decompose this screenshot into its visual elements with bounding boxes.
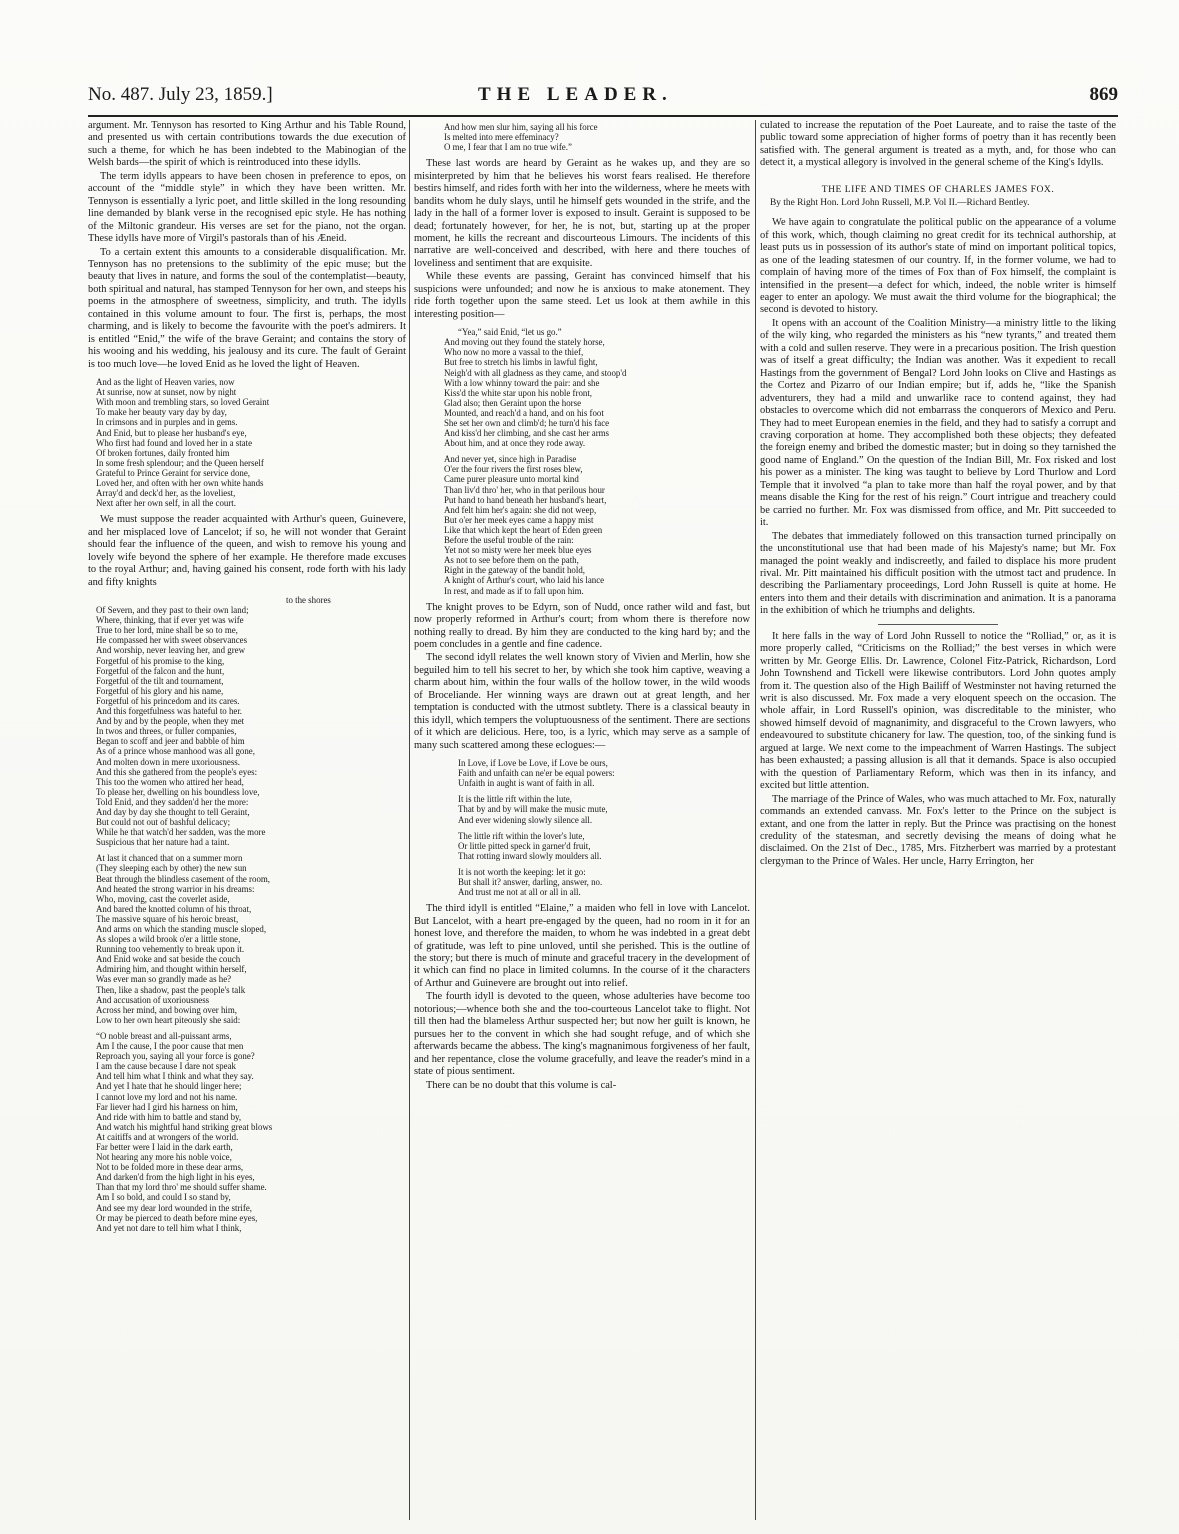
paragraph: We must suppose the reader acquainted with Arthur's queen, Guinevere, and her misplaced love of Lancelot; if so, he will not wonder that Geraint should fear the influence of the queen, and wish to remove his young and lovely wife beyond the sphere of her example. He therefore made excuses to the royal Arthur; and, having gained his consent, rode forth with his lady and fifty knights: [88, 514, 406, 588]
verse-line: Like that which kept the heart of Eden green: [444, 524, 603, 535]
verse-line: Of broken fortunes, daily fronted him: [96, 447, 230, 458]
verse-line: Told Enid, and they sadden'd her the more:: [96, 796, 249, 807]
verse-line: With moon and trembling stars, so loved Geraint: [96, 397, 270, 408]
paragraph: To a certain extent this amounts to a considerable disqualification. Mr. Tennyson has no pretensions to the sublimity of the epic muse; but the beauty that lives in nature, and forms the soul of the contemplatist—beauty, both spiritual and natural, has stamped Tennyson for her own, and steeps his poems in the atmosphere of sweetness, simplicity, and truth. The idylls contained in this volume amount to four. The first is, perhaps, the most charming, and is likely to become the favourite with the poet's admirers. It is entitled “Enid,” the wife of the brave Geraint; and contains the story of his wooing and his wedding, his jealousy and its cure. The fault of Geraint is too much love—he loved Enid as he loved the light of Heaven.: [88, 246, 406, 370]
paragraph: The third idyll is entitled “Elaine,” a maiden who fell in love with Lancelot. But Lancelot, with a heart pre-engaged by the queen, had no room in it for an honest love, and therefore the maiden, to whom he was indebted in a great debt of gratitude, was left to pine unloved, until she perished. This is the outline of the story; but there is much of minute and graceful tracery in the development of it which can find no place in limited columns. In the course of it the characters of Arthur and Guinevere are brought out into relief.: [414, 903, 750, 989]
verse-line: And heated the strong warrior in his dreams:: [96, 883, 255, 894]
verse-line: Of Severn, and they past to their own land;: [96, 605, 249, 616]
verse-quotation: [88, 853, 406, 1025]
article-title: THE LIFE AND TIMES OF CHARLES JAMES FOX.: [821, 183, 1055, 195]
verse-line: She set her own and climb'd; he turn'd his face: [444, 418, 610, 429]
verse-line: Put hand to hand beneath her husband's heart,: [444, 494, 607, 505]
verse-line: To please her, dwelling on his boundless love,: [96, 786, 260, 797]
verse-line: In some fresh splendour; and the Queen herself: [96, 457, 264, 468]
verse-line: Am I the cause, I the poor cause that men: [96, 1041, 244, 1052]
verse-line: At caitiffs and at wrongers of the world.: [96, 1131, 239, 1142]
newspaper-title: THE LEADER.: [478, 84, 673, 105]
verse-line: And tell him what I think and what they say.: [96, 1071, 254, 1082]
verse-line: Glad also; then Geraint upon the horse: [444, 397, 582, 408]
verse-line: And see my dear lord wounded in the strife,: [96, 1202, 253, 1213]
verse-line: Reproach you, saying all your force is gone?: [96, 1051, 255, 1062]
paragraph: argument. Mr. Tennyson has resorted to King Arthur and his Table Round, and presented us with certain contributions towards the due execution of such a theme, for which he has been indebted to the Mabinogian of the Welsh bards—the spirit of which is reintroduced into these idylls.: [88, 120, 406, 169]
verse-line: And darken'd from the high light in his eyes,: [96, 1172, 255, 1183]
paragraph: The second idyll relates the well known story of Vivien and Merlin, how she beguiled him to tell his secret to her, by which she took him captive, weaving a charm about him, within the four walls of the hollow tower, in the wild woods of Broceliande. Her winning ways are drawn out at great length, and her temptation is conducted with the utmost subtlety. There is a classical beauty in this idyll, which tempers the voluptuousness of the sentiment. There are sections of it which are delicious. Here, too, is a lyric, which may serve as a sample of many such scattered among these eclogues:—: [414, 652, 750, 751]
verse-line: The massive square of his heroic breast,: [96, 913, 239, 924]
verse-line: This too the women who attired her head,: [96, 776, 244, 787]
verse-line: And as the light of Heaven varies, now: [96, 377, 235, 388]
masthead-rule: [88, 115, 1118, 117]
verse-line: Came purer pleasure unto mortal kind: [444, 474, 579, 485]
verse-line: And this forgetfulness was hateful to her.: [96, 706, 242, 717]
verse-line: Yet not so misty were her meek blue eyes: [444, 545, 592, 556]
verse-line: And yet I hate that he should linger here;: [96, 1081, 242, 1092]
verse-line: Forgetful of the falcon and the hunt,: [96, 665, 225, 676]
paragraph: We have again to congratulate the political public on the appearance of a volume of this work, which, though claiming no great credit for its technical authorship, at least puts us in possession of its author's state of mind on important political topics, as one of the leading statesmen of our country. If, in the former volume, we had to complain of having more of the times of Fox than of Fox himself, the complaint is intensified in the present—a defect for which, indeed, the noble writer is himself eager to enter an apology. We must await the third volume for the biographical; the second is devoted to history.: [760, 217, 1116, 316]
verse-line: Not to be folded more in these dear arms,: [96, 1162, 244, 1173]
verse-line: As slopes a wild brook o'er a little stone,: [96, 934, 241, 945]
verse-line: Forgetful of the tilt and tournament,: [96, 675, 224, 686]
verse-line: But could not out of bashful delicacy;: [96, 817, 231, 828]
verse-line: That by and by will make the music mute,: [458, 804, 608, 815]
verse-line: Who, moving, cast the coverlet aside,: [96, 893, 230, 904]
verse-line: Am I so bold, and could I so stand by,: [96, 1192, 231, 1203]
verse-line: And trust me not at all or all in all.: [458, 887, 581, 898]
verse-line: And Enid, but to please her husband's eye,: [96, 427, 247, 438]
verse-line: That rotting inward slowly moulders all.: [458, 850, 602, 861]
verse-line: And moving out they found the stately horse,: [444, 337, 605, 348]
paragraph: There can be no doubt that this volume is cal-: [426, 1079, 617, 1091]
verse-line: Then, like a shadow, past the people's talk: [96, 984, 246, 995]
verse-line: (They sleeping each by other) the new sun: [96, 863, 247, 874]
verse-line: A knight of Arthur's court, who laid his lance: [444, 575, 605, 586]
verse-line: And bared the knotted column of his throat,: [96, 903, 252, 914]
verse-line: But shall it? answer, darling, answer, no.: [458, 876, 603, 887]
verse-line: And kiss'd her climbing, and she cast her arms: [444, 428, 610, 439]
verse-line: “Yea,” said Enid, “let us go.”: [458, 327, 562, 338]
verse-line: The little rift within the lover's lute,: [458, 830, 585, 841]
verse-quotation: [88, 595, 406, 847]
paragraph: culated to increase the reputation of the Poet Laureate, and to raise the taste of the public toward some appreciation of higher forms of poetry than it has recently been satisfied with. The general argument is treated as a myth, and, for those who can detect it, a mystical allegory is involved in the general scheme of the King's Idylls.: [760, 120, 1116, 169]
verse-line: Mounted, and reach'd a hand, and on his foot: [444, 407, 604, 418]
verse-line: And molten down in mere uxoriousness.: [96, 756, 240, 767]
verse-line: It is the little rift within the lute,: [458, 794, 572, 805]
verse-line: Next after her own self, in all the court.: [96, 498, 236, 509]
verse-line: And ever widening slowly silence all.: [458, 814, 593, 825]
verse-line: It is not worth the keeping: let it go:: [458, 866, 586, 877]
column-1: [88, 120, 406, 1520]
paragraph: The marriage of the Prince of Wales, who was much attached to Mr. Fox, naturally commands an extended canvass. Mr. Fox's letter to the Prince on the subject is extant, and one from the latter in reply. But the Prince was practising on the honest credulity of the statesman, and secretly devising the means of doing what he disclaimed. On the 21st of Dec., 1785, Mrs. Fitzherbert was married by a protestant clergyman to the Prince of Wales. Her uncle, Harry Errington, her: [760, 793, 1116, 867]
verse-line: And never yet, since high in Paradise: [444, 454, 577, 465]
column-rule: [755, 120, 756, 1520]
verse-quotation: [414, 122, 750, 152]
verse-line: Kiss'd the white star upon his noble front,: [444, 387, 593, 398]
verse-line: Loved her, and often with her own white hands: [96, 478, 264, 488]
verse-line: “O noble breast and all-puissant arms,: [96, 1030, 232, 1041]
verse-line: And day by day she thought to tell Geraint,: [96, 806, 250, 817]
verse-line: Not hearing any more his noble voice,: [96, 1152, 232, 1163]
verse-line: And yet not dare to tell him what I think,: [96, 1222, 242, 1233]
verse-line: Than that my lord thro' me should suffer shame.: [96, 1182, 267, 1193]
verse-line: And Enid woke and sat beside the couch: [96, 954, 241, 965]
verse-line: To make her beauty vary day by day,: [96, 407, 227, 418]
verse-line: And this she gathered from the people's eyes:: [96, 766, 258, 777]
verse-lines: [96, 605, 406, 847]
verse-line: Far liever had I gird his harness on him,: [96, 1101, 238, 1112]
verse-line: Admiring him, and thought within herself,: [96, 964, 247, 975]
verse-line: Is melted into mere effeminacy?: [444, 132, 559, 143]
verse-line: Suspicious that her nature had a taint.: [96, 837, 230, 848]
verse-line: Neigh'd with all gladness as they came, and stoop'd: [444, 367, 627, 378]
verse-line: Was ever man so grandly made as he?: [96, 974, 232, 985]
verse-line: In Love, if Love be Love, if Love be ours,: [458, 758, 608, 769]
verse-line: Forgetful of his promise to the king,: [96, 655, 225, 666]
verse-quotation: [88, 1031, 406, 1233]
verse-quotation: [414, 327, 750, 448]
verse-line: Than liv'd thro' her, who in that perilous hour: [444, 484, 605, 495]
verse-line: At last it chanced that on a summer morn: [96, 853, 243, 864]
verse-line: O'er the four rivers the first roses blew,: [444, 464, 583, 475]
verse-line: Faith and unfaith can ne'er be equal powers:: [458, 768, 615, 779]
issue-date: No. 487. July 23, 1859.]: [88, 84, 273, 105]
verse-line: Grateful to Prince Geraint for service done,: [96, 467, 251, 478]
verse-quotation: [414, 831, 750, 861]
verse-line: Right in the gateway of the bandit hold,: [444, 565, 585, 576]
verse-line: About him, and at once they rode away.: [444, 438, 586, 449]
paragraph: The term idylls appears to have been chosen in preference to epos, on account of the “middle style” in which they have been written. Mr. Tennyson is essentially a lyric poet, and little skilled in the long resounding line demanded by blank verse in the recognised epic style. He has nothing of the Miltonic grandeur. His verses are set for the piano, not the organ. These idylls have more of Virgil's pastorals than of his Æneid.: [88, 170, 406, 245]
verse-line: Low to her own heart piteously she said:: [96, 1014, 241, 1025]
verse-line: I cannot love my lord and not his name.: [96, 1091, 238, 1102]
verse-line: True to her lord, mine shall be so to me,: [96, 625, 238, 636]
verse-quotation: [414, 758, 750, 788]
verse-line: Running too vehemently to break upon it.: [96, 944, 245, 955]
verse-line: And how men slur him, saying all his force: [444, 122, 598, 132]
verse-line: O me, I fear that I am no true wife.”: [444, 142, 572, 153]
verse-line: Beat through the blindless casement of the room,: [96, 873, 271, 884]
verse-line: Before the useful trouble of the rain:: [444, 535, 574, 546]
verse-line: I am the cause because I dare not speak: [96, 1061, 236, 1072]
verse-line: As of a prince whose manhood was all gone,: [96, 746, 255, 757]
verse-line: With a low whinny toward the pair: and she: [444, 377, 600, 388]
verse-quotation: [88, 377, 406, 508]
paragraph: It opens with an account of the Coalition Ministry—a ministry little to the liking of the wily king, who regarded the ministers as his “new tyrants,” and treated them with a cold and sullen reserve. They were in a precarious position. The Irish question was of itself a great difficulty; the Indian was another. Was it expedient to recall Hastings from the government of Bengal? Lord John looks on Clive and Hastings as the Cortez and Pizarro of our Indian empire; but if, adds he, “like the Spanish adventurers, they had a mild and unwarlike race to contend against, they had obstacles to overcome which did not embarrass the conquerors of Mexico and Peru. They had to meet European enemies in the field, and they had to satisfy a corrupt and craving corporation at home. They accomplished both these objects; they defeated the foreign enemy and bribed the domestic master; but in doing so they tarnished the good name of England.” On the question of the Indian Bill, Mr. Fox risked and lost his power as a minister. The king was taught to believe by Lord Thurlow and Lord Temple that it involved “a plan to take more than half the royal power, and by that means disable the King for the rest of his reign.” Court intrigue and treachery could be carried no further. Mr. Fox was dismissed from office, and Mr. Pitt succeeded to it.: [760, 317, 1116, 529]
column-2: [414, 120, 750, 1520]
verse-line: And watch his mightful hand striking great blows: [96, 1121, 273, 1132]
verse-quotation: [414, 454, 750, 595]
verse-quotation: [414, 867, 750, 897]
verse-line: In rest, and made as if to fall upon him.: [444, 585, 584, 596]
page-number: 869: [1089, 84, 1118, 105]
verse-line: Who first had found and loved her in a state: [96, 437, 253, 448]
paragraph: The knight proves to be Edyrn, son of Nudd, once rather wild and fast, but now properly reformed in Arthur's court; from whom there is therefore now nothing really to dread. By him they are conducted to the king hard by; and the poem concludes in a gentle and fine cadence.: [414, 601, 750, 650]
verse-line: At sunrise, now at sunset, now by night: [96, 387, 237, 398]
verse-line: But free to stretch his limbs in lawful fight,: [444, 357, 598, 368]
verse-line: And by and by the people, when they met: [96, 716, 245, 727]
verse-line: In twos and threes, or fuller companies,: [96, 726, 237, 737]
verse-line: Unfaith in aught is want of faith in all.: [458, 778, 595, 789]
verse-line: to the shores: [286, 595, 331, 605]
masthead: [88, 84, 1118, 114]
verse-line: Array'd and deck'd her, as the loveliest,: [96, 488, 236, 499]
verse-line: Forgetful of his princedom and its cares.: [96, 695, 240, 706]
verse-line: Where, thinking, that if ever yet was wife: [96, 615, 244, 626]
verse-line: Began to scoff and jeer and babble of him: [96, 736, 245, 747]
verse-line: In crimsons and in purples and in gems.: [96, 417, 238, 428]
section-rule: [878, 624, 998, 625]
paragraph: While these events are passing, Geraint has convinced himself that his suspicions were unfounded; and now he is anxious to make atonement. They ride forth together upon the same steed. Let us look at them awhile in this interesting position—: [414, 271, 750, 320]
verse-line: And ride with him to battle and stand by,: [96, 1111, 242, 1122]
verse-quotation: [414, 794, 750, 824]
paragraph: The debates that immediately followed on this transaction turned principally on the unconstitutional use that had been made of his Majesty's name; but Mr. Fox managed the point weakly and indiscreetly, and failed to displace his more prudent rival. Mr. Pitt maintained his difficult position with the utmost tact and prudence. In describing the Parliamentary proceedings, Lord John Russell is quite at home. He enters into them and their details with discrimination and animation. It is a panorama in the exhibition of which he triumphs and delights.: [760, 530, 1116, 617]
verse-line: He compassed her with sweet observances: [96, 635, 248, 646]
verse-line: Who now no more a vassal to the thief,: [444, 347, 584, 358]
paragraph: It here falls in the way of Lord John Russell to notice the “Rolliad,” or, as it is more properly called, “Criticisms on the Rolliad;” the best verses in which were written by Mr. George Ellis. Dr. Lawrence, Colonel Fitz-Patrick, Richardson, Lord John Townshend and Tickell were likewise contributors. Lord John quotes amply from it. The question also of the High Bailiff of Westminster not having returned the writ is also discussed. Mr. Fox made a very eloquent speech on the occasion. The whole affair, in Lord Russell's opinion, was discreditable to the minister, who showed himself devoid of magnanimity, and disgraceful to the Crown lawyers, who endeavoured to substitute chicanery for law. The question, too, of the sinking fund is argued at large. We next come to the impeachment of Warren Hastings. The subject has been exhausted; a passing allusion is all that it demands. Space is also occupied with the question of Parliamentary Reform, which was then in its infancy, and excited but little attention.: [760, 630, 1116, 792]
verse-line: Or may be pierced to death before mine eyes,: [96, 1212, 258, 1223]
verse-line: Far better were I laid in the dark earth,: [96, 1141, 233, 1152]
verse-line: Or little pitted speck in garner'd fruit,: [458, 840, 591, 851]
verse-line: And felt him her's again: she did not weep,: [444, 504, 597, 515]
column-rule: [409, 120, 410, 1520]
verse-line: As not to see before them on the path,: [444, 555, 579, 566]
article-byline: By the Right Hon. Lord John Russell, M.P. Vol II.—Richard Bentley.: [770, 198, 1030, 209]
paragraph: These last words are heard by Geraint as he wakes up, and they are so misinterpreted by him that he believes his worst fears realised. He therefore bestirs himself, and rides forth with her into the wilderness, where he meets with bandits whom he duly slays, until he himself gets wounded in the strife, and the lady in the hall of a former lover is exposed to insult. Geraint is supposed to be dead; fortunately however, for her, he is not, but, starting up at the proper moment, he kills the recreant and discourteous Limours. The incidents of this narrative are well-conceived and described, with here and there touches of loveliness and sentiment that are exquisite.: [414, 158, 750, 269]
verse-line: Across her mind, and bowing over him,: [96, 1004, 237, 1015]
paragraph: The fourth idyll is devoted to the queen, whose adulteries have become too notorious;—whence both she and the too-courteous Lancelot take to flight. Not till then had the blameless Arthur suspected her; but now her guilt is known, he pursues her to the convent in which she had sought refuge, and of which she afterwards became the abbess. The king's magnanimous forgiveness of her fault, and her repentance, close the volume gracefully, and leave the reader's mind in a state of pious sentiment.: [414, 991, 750, 1078]
verse-line: And arms on which the standing muscle sloped,: [96, 924, 267, 934]
verse-line: And worship, never leaving her, and grew: [96, 645, 245, 656]
verse-line: Forgetful of his glory and his name,: [96, 685, 224, 696]
verse-line: And accusation of uxoriousness: [96, 994, 210, 1005]
column-3: [760, 120, 1116, 1520]
verse-line: But o'er her meek eyes came a happy mist: [444, 514, 594, 525]
verse-line: While he that watch'd her sadden, was the more: [96, 827, 266, 838]
